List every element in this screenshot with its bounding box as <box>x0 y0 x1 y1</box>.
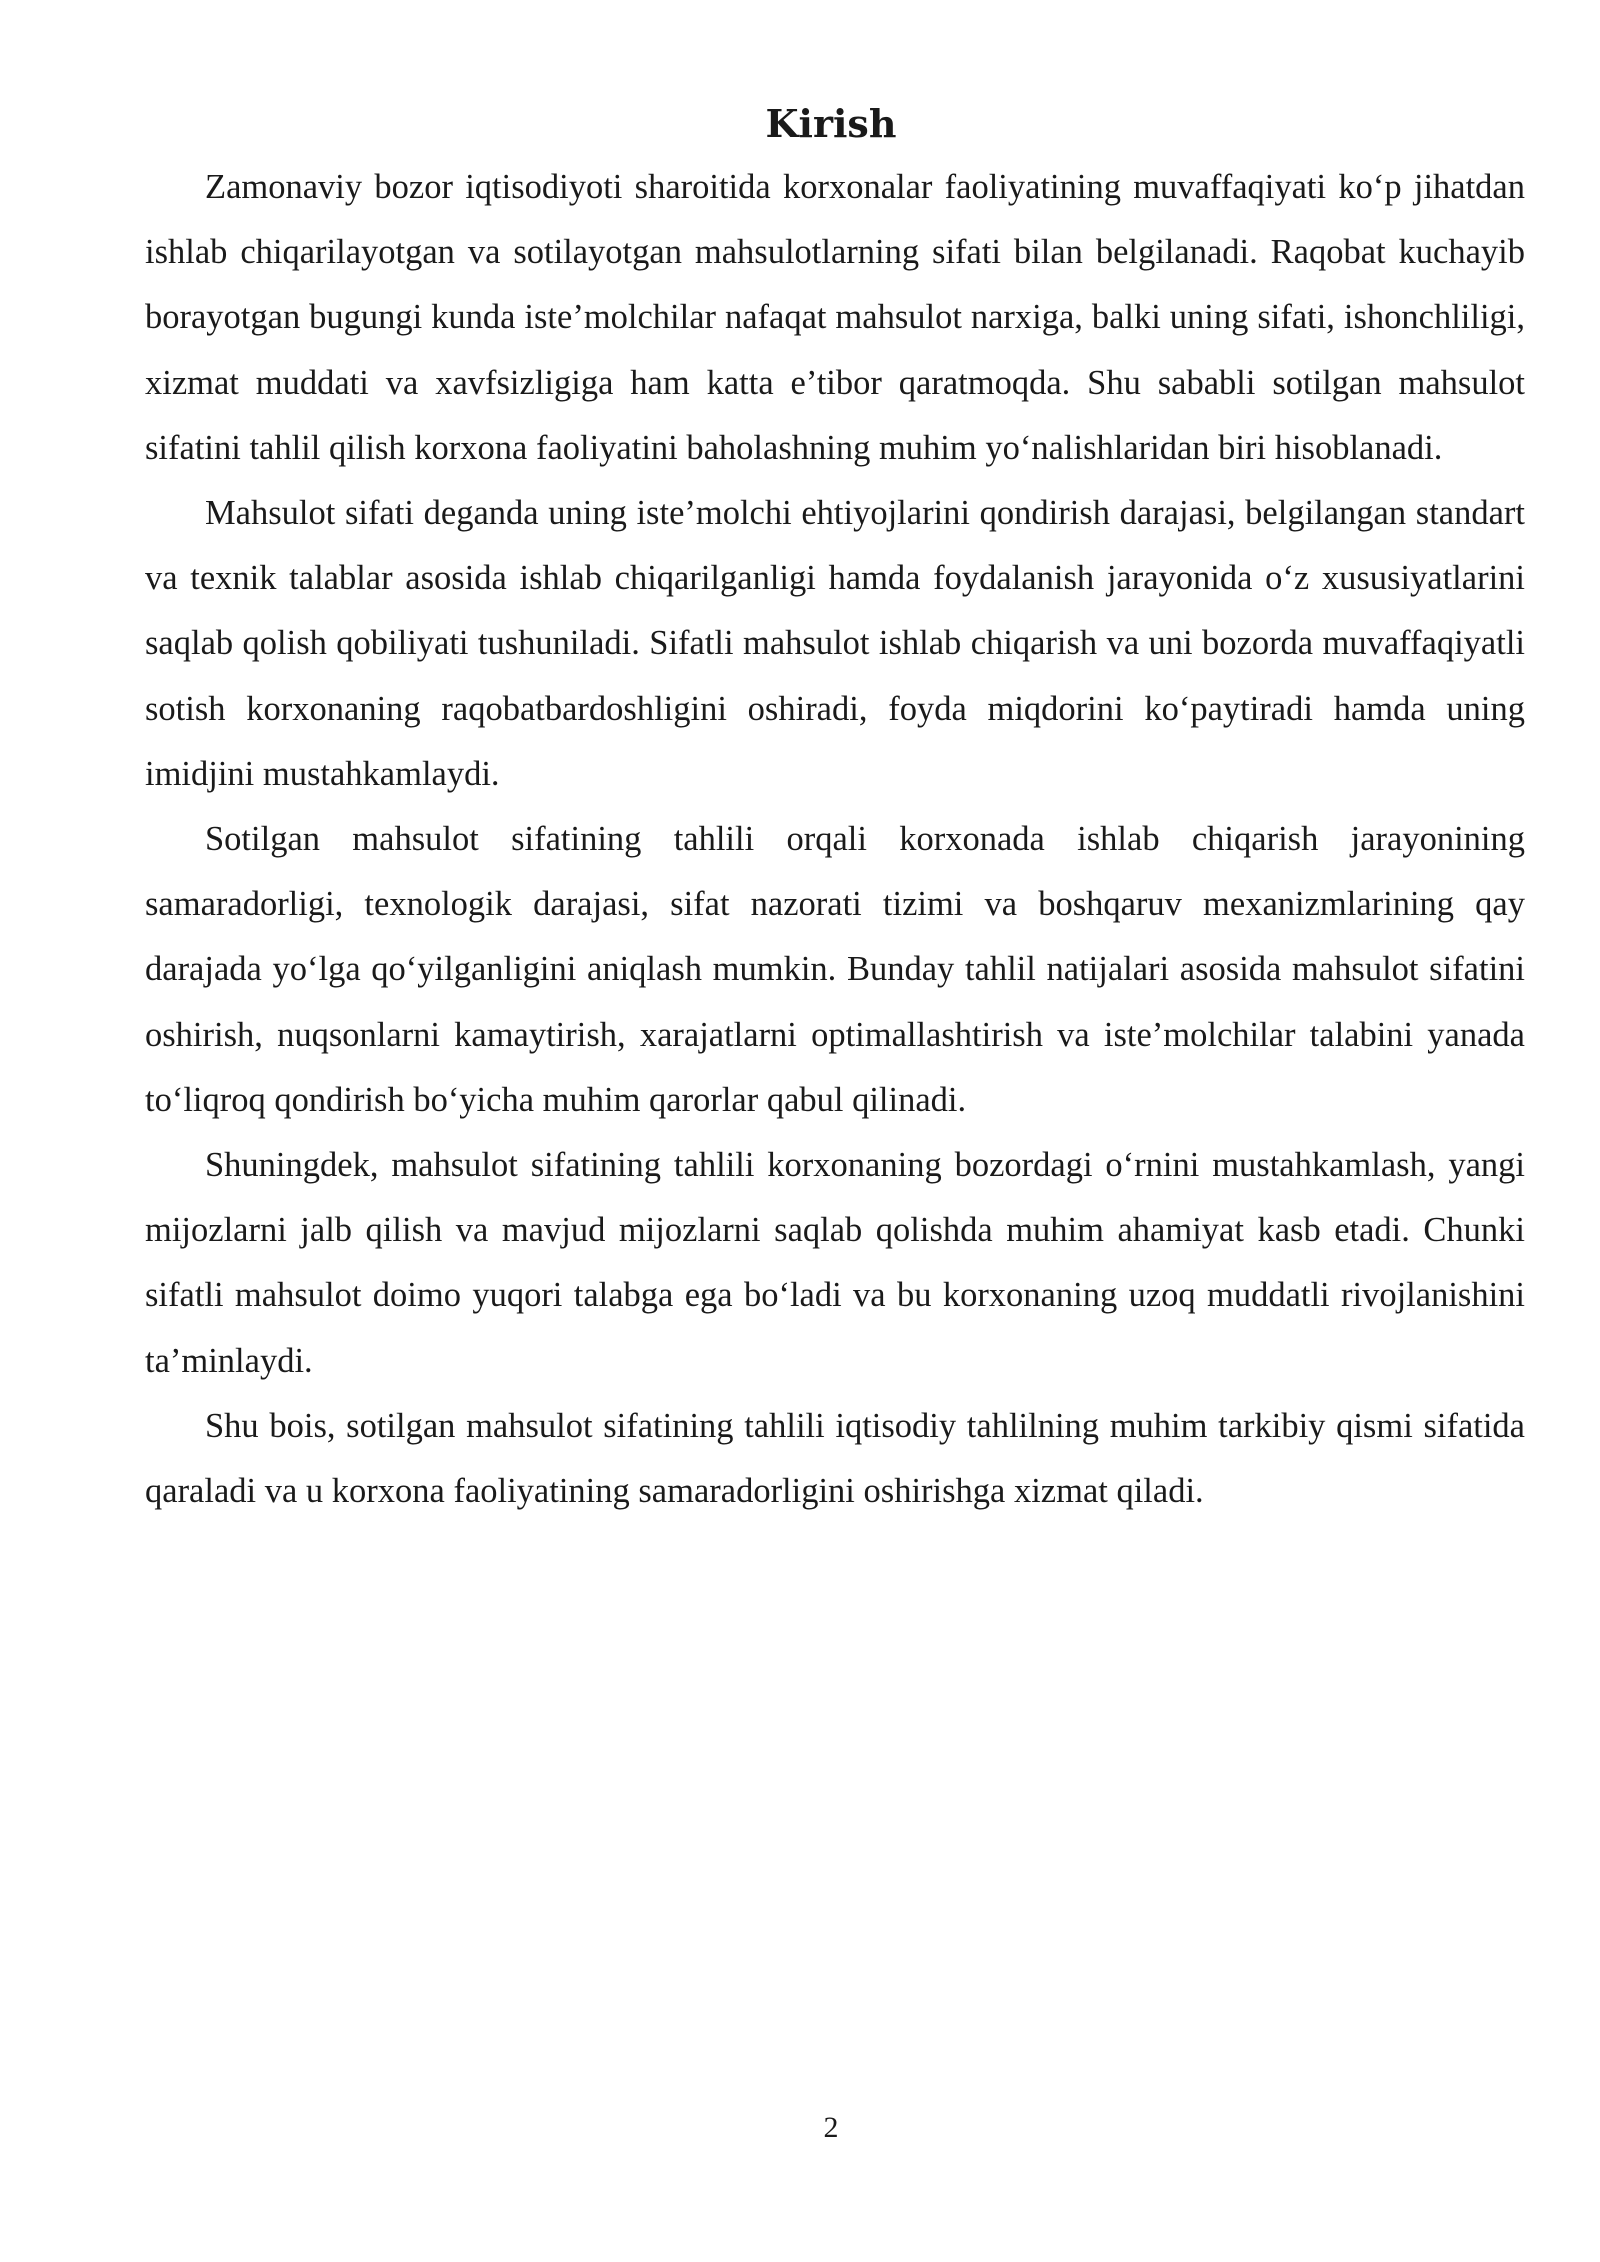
body-text <box>145 155 1525 1524</box>
paragraph: Zamonaviy bozor iqtisodiyoti sharoitida korxonalar faoliyatining muvaffaqiyati ko‘p jihatdan ishlab chiqarilayotgan va sotilayotgan mahsulotlarning sifati bilan belgilanadi. Raqobat kuchayib borayotgan bugungi kunda iste’molchilar nafaqat mahsulot narxiga, balki uning sifati, ishonchliligi, xizmat muddati va xavfsizligiga ham katta e’tibor qaratmoqda. Shu sababli sotilgan mahsulot sifatini tahlil qilish korxona faoliyatini baholashning muhim yo‘nalishlaridan biri hisoblanadi. <box>145 168 1525 467</box>
paragraph: Shuningdek, mahsulot sifatining tahlili korxonaning bozordagi o‘rnini mustahkamlash, yangi mijozlarni jalb qilish va mavjud mijozlarni saqlab qolishda muhim ahamiyat kasb etadi. Chunki sifatli mahsulot doimo yuqori talabga ega bo‘ladi va bu korxonaning uzoq muddatli rivojlanishini ta’minlaydi. <box>145 1146 1525 1380</box>
paragraph: Shu bois, sotilgan mahsulot sifatining tahlili iqtisodiy tahlilning muhim tarkibiy qismi sifatida qaraladi va u korxona faoliyatining samaradorligini oshirishga xizmat qiladi. <box>145 1406 1525 1511</box>
section-heading: Kirish <box>765 101 897 146</box>
paragraph: Mahsulot sifati deganda uning iste’molchi ehtiyojlarini qondirish darajasi, belgilangan standart va texnik talablar asosida ishlab chiqarilganligi hamda foydalanish jarayonida o‘z xususiyatlarini saqlab qolish qobiliyati tushuniladi. Sifatli mahsulot ishlab chiqarish va uni bozorda muvaffaqiyatli sotish korxonaning raqobatbardoshligini oshiradi, foyda miqdorini ko‘paytiradi hamda uning imidjini mustahkamlaydi. <box>145 494 1525 793</box>
page-number: 2 <box>823 2111 839 2144</box>
paragraph: Sotilgan mahsulot sifatining tahlili orqali korxonada ishlab chiqarish jarayonining samaradorligi, texnologik darajasi, sifat nazorati tizimi va boshqaruv mexanizmlarining qay darajada yo‘lga qo‘yilganligini aniqlash mumkin. Bunday tahlil natijalari asosida mahsulot sifatini oshirish, nuqsonlarni kamaytirish, xarajatlarni optimallashtirish va iste’molchilar talabini yanada to‘liqroq qondirish bo‘yicha muhim qarorlar qabul qilinadi. <box>145 820 1525 1119</box>
